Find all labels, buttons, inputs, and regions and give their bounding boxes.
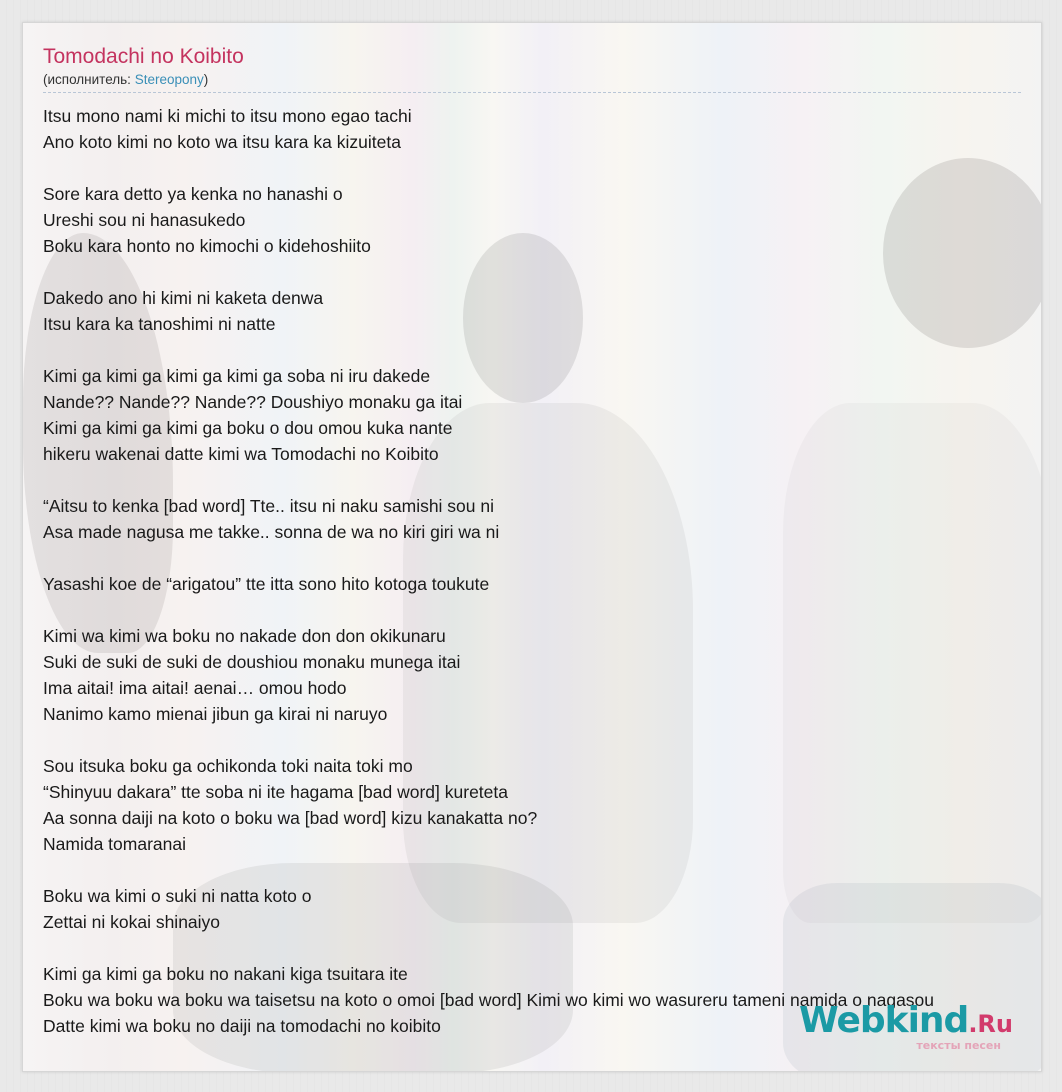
lyrics-line: hikeru wakenai datte kimi wa Tomodachi no Koibito	[43, 444, 439, 464]
lyrics-card	[22, 22, 1042, 1072]
lyrics-stanza	[43, 363, 1023, 467]
logo-tld: .Ru	[968, 1010, 1013, 1038]
logo-tagline: тексты песен	[916, 1039, 1001, 1052]
lyrics-line: Ima aitai! ima aitai! aenai… omou hodo	[43, 678, 347, 698]
lyrics-line: Boku kara honto no kimochi o kidehoshiito	[43, 236, 371, 256]
site-logo[interactable]	[799, 1000, 1013, 1052]
content	[43, 43, 1023, 1065]
lyrics-line: Kimi ga kimi ga boku no nakani kiga tsuitara ite	[43, 964, 408, 984]
lyrics-body	[43, 103, 1023, 1039]
lyrics-line: Datte kimi wa boku no daiji na tomodachi no koibito	[43, 1016, 441, 1036]
lyrics-line: Suki de suki de suki de doushiou monaku munega itai	[43, 652, 461, 672]
lyrics-line: Sore kara detto ya kenka no hanashi o	[43, 184, 343, 204]
lyrics-stanza	[43, 103, 1023, 155]
lyrics-stanza	[43, 285, 1023, 337]
lyrics-line: Sou itsuka boku ga ochikonda toki naita toki mo	[43, 756, 413, 776]
artist-link[interactable]: Stereopony	[134, 72, 204, 87]
lyrics-line: Asa made nagusa me takke.. sonna de wa no kiri giri wa ni	[43, 522, 500, 542]
logo-wordmark	[799, 1000, 1013, 1042]
lyrics-line: Yasashi koe de “arigatou” tte itta sono hito kotoga toukute	[43, 574, 490, 594]
artist-suffix: )	[203, 72, 209, 87]
lyrics-line: Ureshi sou ni hanasukedo	[43, 210, 246, 230]
lyrics-line: Boku wa kimi o suki ni natta koto o	[43, 886, 312, 906]
lyrics-line: Ano koto kimi no koto wa itsu kara ka kizuiteta	[43, 132, 401, 152]
lyrics-stanza	[43, 571, 1023, 597]
lyrics-stanza	[43, 753, 1023, 857]
lyrics-line: Boku wa boku wa boku wa taisetsu na koto o omoi [bad word] Kimi wo kimi wo wasureru tameni namida o nagasou	[43, 990, 935, 1010]
artist-prefix: (исполнитель:	[43, 72, 135, 87]
lyrics-line: Aa sonna daiji na koto o boku wa [bad word] kizu kanakatta no?	[43, 808, 538, 828]
artist-line	[43, 71, 1021, 93]
lyrics-stanza	[43, 883, 1023, 935]
lyrics-line: Dakedo ano hi kimi ni kaketa denwa	[43, 288, 324, 308]
lyrics-line: Kimi ga kimi ga kimi ga boku o dou omou kuka nante	[43, 418, 453, 438]
lyrics-line: “Shinyuu dakara” tte soba ni ite hagama [bad word] kureteta	[43, 782, 508, 802]
lyrics-line: Kimi wa kimi wa boku no nakade don don okikunaru	[43, 626, 446, 646]
lyrics-line: Itsu kara ka tanoshimi ni natte	[43, 314, 276, 334]
lyrics-stanza	[43, 493, 1023, 545]
lyrics-stanza	[43, 181, 1023, 259]
lyrics-stanza	[43, 623, 1023, 727]
lyrics-line: Zettai ni kokai shinaiyo	[43, 912, 221, 932]
logo-name: Webkind	[799, 1000, 969, 1041]
lyrics-line: Namida tomaranai	[43, 834, 186, 854]
lyrics-line: “Aitsu to kenka [bad word] Tte.. itsu ni naku samishi sou ni	[43, 496, 495, 516]
song-title: Tomodachi no Koibito	[43, 45, 244, 68]
lyrics-line: Nanimo kamo mienai jibun ga kirai ni naruyo	[43, 704, 388, 724]
lyrics-line: Nande?? Nande?? Nande?? Doushiyo monaku ga itai	[43, 392, 463, 412]
lyrics-line: Itsu mono nami ki michi to itsu mono egao tachi	[43, 106, 412, 126]
lyrics-line: Kimi ga kimi ga kimi ga kimi ga soba ni iru dakede	[43, 366, 431, 386]
